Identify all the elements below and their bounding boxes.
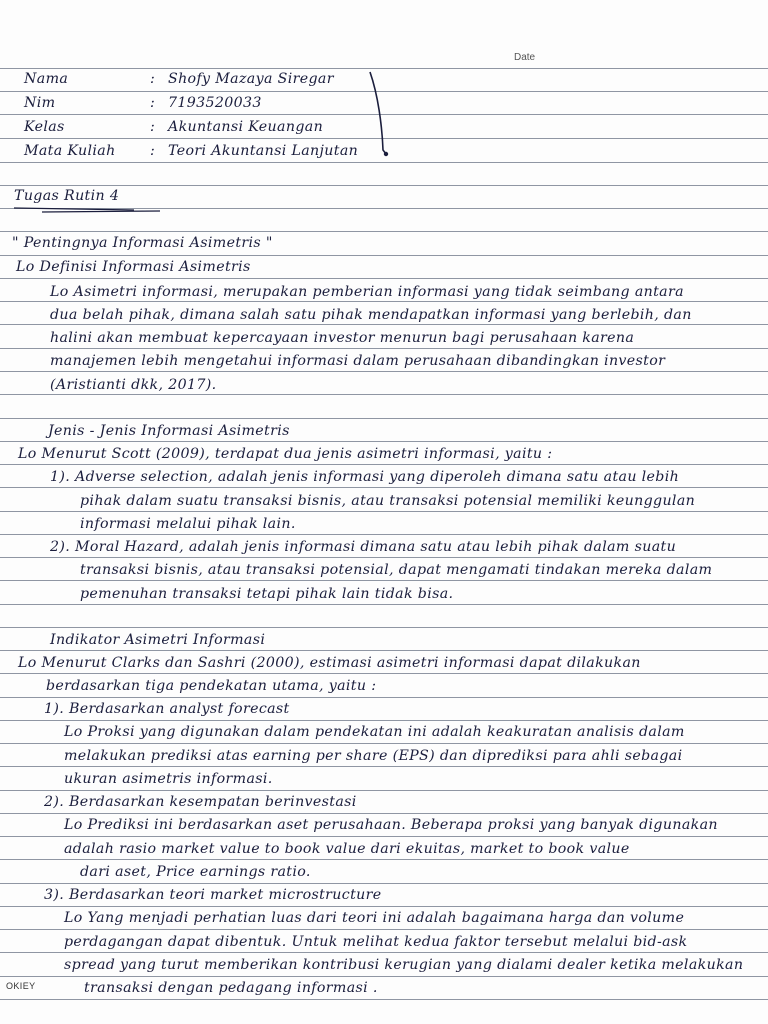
identity-separator: :	[150, 119, 156, 135]
ruled-line	[0, 231, 768, 232]
text-line: 1). Berdasarkan analyst forecast	[44, 701, 290, 717]
ruled-line	[0, 534, 768, 535]
text-line: 3). Berdasarkan teori market microstructure	[44, 887, 382, 903]
ruled-line	[0, 906, 768, 907]
ruled-line	[0, 859, 768, 860]
text-line: Lo Asimetri informasi, merupakan pemberian informasi yang tidak seimbang antara	[50, 284, 684, 300]
ruled-line	[0, 394, 768, 395]
text-line: spread yang turut memberikan kontribusi kerugian yang dialami dealer ketika melakukan	[64, 957, 744, 973]
ruled-line	[0, 511, 768, 512]
section-heading: Indikator Asimetri Informasi	[50, 632, 266, 648]
value-nama: Shofy Mazaya Siregar	[168, 71, 334, 87]
ruled-line	[0, 766, 768, 767]
text-line: 1). Adverse selection, adalah jenis informasi yang diperoleh dimana satu atau lebih	[50, 469, 680, 485]
ruled-line	[0, 487, 768, 488]
text-line: informasi melalui pihak lain.	[80, 516, 296, 532]
ruled-line	[0, 697, 768, 698]
text-line: dua belah pihak, dimana salah satu pihak mendapatkan informasi yang berlebih, dan	[50, 307, 692, 323]
title-underline	[12, 198, 162, 218]
topic-heading: " Pentingnya Informasi Asimetris "	[12, 235, 273, 251]
ruled-line	[0, 836, 768, 837]
identity-bracket	[0, 0, 768, 200]
ruled-line	[0, 673, 768, 674]
text-line: Lo Proksi yang digunakan dalam pendekatan ini adalah keakuratan analisis dalam	[64, 724, 685, 740]
ruled-line	[0, 418, 768, 419]
text-line: Lo Yang menjadi perhatian luas dari teori ini adalah bagaimana harga dan volume	[64, 910, 685, 926]
ruled-line	[0, 348, 768, 349]
text-line: pemenuhan transaksi tetapi pihak lain tidak bisa.	[80, 586, 454, 602]
ruled-line	[0, 371, 768, 372]
identity-separator: :	[150, 95, 156, 111]
ruled-line	[0, 976, 768, 977]
ruled-line	[0, 883, 768, 884]
text-line: halini akan membuat kepercayaan investor menurun bagi perusahaan karena	[50, 330, 635, 346]
identity-separator: :	[150, 143, 156, 159]
text-line: perdagangan dapat dibentuk. Untuk melihat kedua faktor tersebut melalui bid-ask	[64, 934, 688, 950]
text-line: Lo Definisi Informasi Asimetris	[16, 259, 251, 275]
ruled-line	[0, 627, 768, 628]
text-line: pihak dalam suatu transaksi bisnis, atau transaksi potensial memiliki keunggulan	[80, 493, 696, 509]
assignment-title: Tugas Rutin 4	[14, 188, 120, 204]
ruled-line	[0, 604, 768, 605]
footer-mark: OKIEY	[6, 981, 36, 991]
ruled-line	[0, 278, 768, 279]
text-line: adalah rasio market value to book value dari ekuitas, market to book value	[64, 841, 630, 857]
ruled-line	[0, 301, 768, 302]
ruled-line	[0, 557, 768, 558]
label-kelas: Kelas	[24, 119, 65, 135]
value-nim: 7193520033	[168, 95, 262, 111]
ruled-line	[0, 580, 768, 581]
value-kelas: Akuntansi Keuangan	[168, 119, 324, 135]
text-line: berdasarkan tiga pendekatan utama, yaitu :	[46, 678, 377, 694]
ruled-line	[0, 720, 768, 721]
text-line: Lo Prediksi ini berdasarkan aset perusahaan. Beberapa proksi yang banyak digunakan	[64, 817, 718, 833]
ruled-line	[0, 255, 768, 256]
ruled-line	[0, 999, 768, 1000]
label-nama: Nama	[24, 71, 69, 87]
text-line: manajemen lebih mengetahui informasi dalam perusahaan dibandingkan investor	[50, 353, 666, 369]
ruled-line	[0, 929, 768, 930]
text-line: 2). Moral Hazard, adalah jenis informasi dimana satu atau lebih pihak dalam suatu	[50, 539, 677, 555]
ruled-line	[0, 324, 768, 325]
text-line: transaksi dengan pedagang informasi .	[84, 980, 378, 996]
identity-separator: :	[150, 71, 156, 87]
text-line: Lo Menurut Clarks dan Sashri (2000), estimasi asimetri informasi dapat dilakukan	[18, 655, 641, 671]
date-label: Date	[514, 52, 536, 63]
text-line: dari aset, Price earnings ratio.	[80, 864, 311, 880]
text-line: Lo Menurut Scott (2009), terdapat dua jenis asimetri informasi, yaitu :	[18, 446, 553, 462]
ruled-line	[0, 813, 768, 814]
label-mata-kuliah: Mata Kuliah	[24, 143, 116, 159]
ruled-line	[0, 790, 768, 791]
text-line: 2). Berdasarkan kesempatan berinvestasi	[44, 794, 357, 810]
ruled-line	[0, 464, 768, 465]
section-heading: Jenis - Jenis Informasi Asimetris	[48, 423, 290, 439]
ruled-line	[0, 650, 768, 651]
ruled-line	[0, 743, 768, 744]
value-mata-kuliah: Teori Akuntansi Lanjutan	[168, 143, 359, 159]
ruled-line	[0, 441, 768, 442]
label-nim: Nim	[24, 95, 56, 111]
text-line: (Aristianti dkk, 2017).	[50, 377, 217, 393]
text-line: melakukan prediksi atas earning per share (EPS) dan diprediksi para ahli sebagai	[64, 748, 683, 764]
ruled-line	[0, 952, 768, 953]
text-line: ukuran asimetris informasi.	[64, 771, 273, 787]
text-line: transaksi bisnis, atau transaksi potensial, dapat mengamati tindakan mereka dalam	[80, 562, 713, 578]
